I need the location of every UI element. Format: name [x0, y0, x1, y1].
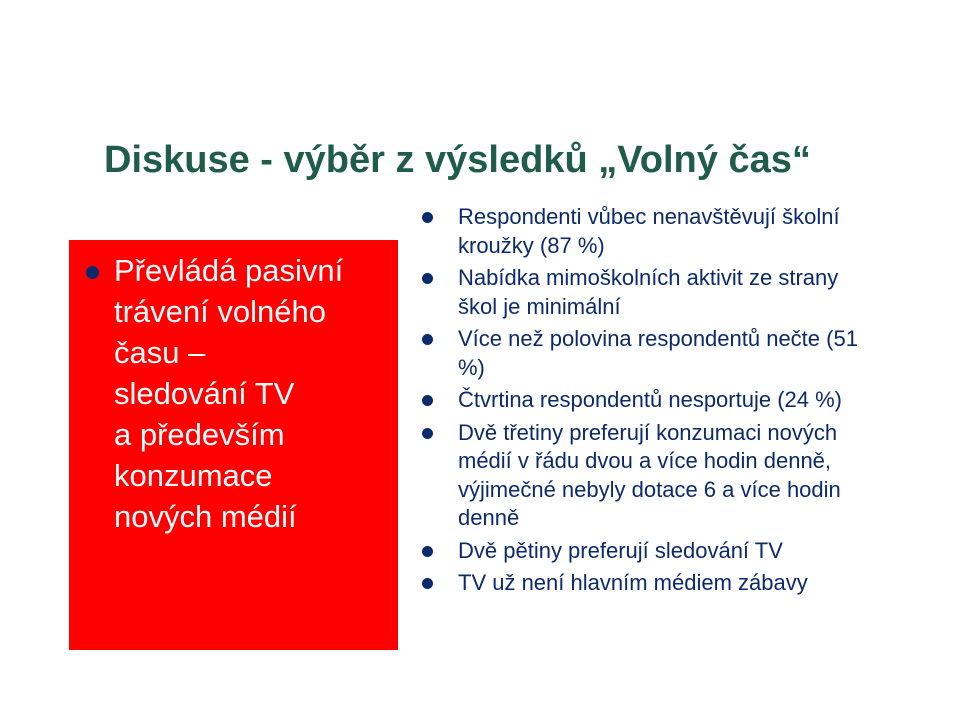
list-item-line: výjimečné nebyly dotace 6 a více hodin	[458, 476, 841, 502]
list-item-line: Čtvrtina respondentů nesportuje (24 %)	[458, 387, 842, 412]
list-item-line: Nabídka mimoškolních aktivit ze strany	[458, 265, 839, 290]
list-item-line: denně	[458, 505, 520, 530]
list-item-line: TV už není hlavním médiem zábavy	[458, 570, 808, 595]
list-item	[422, 325, 942, 382]
list-item-line: médií v řádu dvou a více hodin denně,	[458, 448, 832, 473]
highlight-text	[114, 250, 394, 537]
highlight-line: a především	[114, 417, 285, 452]
bullet-dot-icon	[422, 212, 433, 223]
highlight-line: trávení volného	[114, 294, 326, 329]
list-item	[422, 569, 942, 598]
bullet-dot-icon	[422, 428, 433, 439]
bullet-dot-icon	[422, 395, 433, 406]
highlight-line: Převládá pasivní	[114, 253, 344, 288]
list-item-line: kroužky (87 %)	[458, 232, 605, 258]
bullet-dot-icon	[422, 334, 433, 345]
highlight-line: konzumace	[114, 458, 273, 493]
bullet-dot-icon	[422, 546, 433, 557]
highlight-line: nových médií	[114, 499, 297, 534]
bullet-dot-icon	[422, 578, 433, 589]
highlight-bullet-icon	[86, 266, 99, 279]
list-item-line: %)	[458, 354, 485, 380]
list-item	[422, 537, 942, 566]
bullet-dot-icon	[422, 273, 433, 284]
list-item-line: Dvě pětiny preferují sledování TV	[458, 537, 783, 563]
highlight-line: sledování TV	[114, 376, 295, 411]
findings-list	[422, 203, 942, 602]
list-item	[422, 419, 942, 533]
list-item-line: Více než polovina respondentů nečte (51	[458, 326, 858, 351]
list-item	[422, 386, 942, 415]
list-item	[422, 203, 942, 260]
list-item	[422, 264, 942, 321]
list-item-line: Respondenti vůbec nenavštěvují školní	[458, 204, 840, 229]
highlight-line: času –	[114, 335, 206, 370]
list-item-line: škol je minimální	[458, 293, 621, 319]
slide-title: Diskuse - výběr z výsledků „Volný čas“	[104, 139, 811, 181]
list-item-line: Dvě třetiny preferují konzumaci nových	[458, 419, 838, 445]
